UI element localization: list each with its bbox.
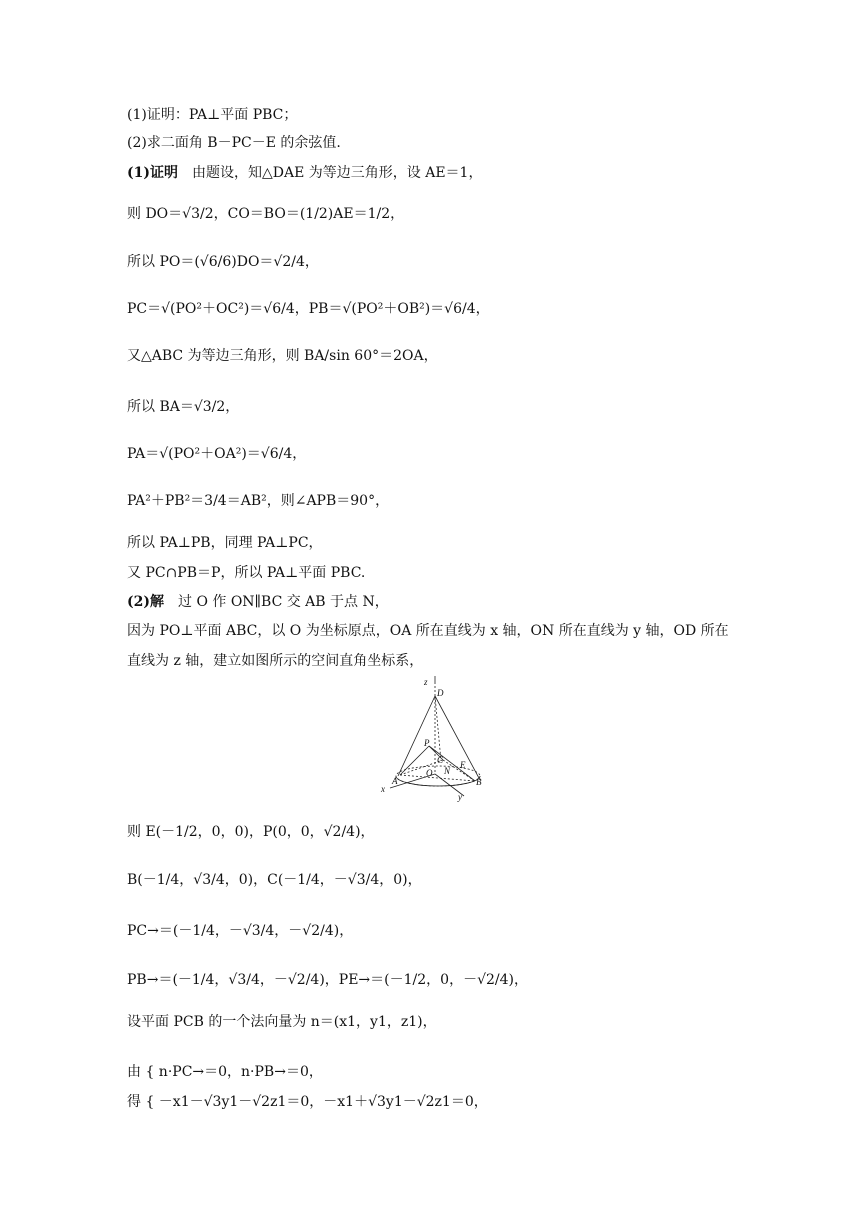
coordinate-setup: 因为 PO⊥平面 ABC，以 O 为坐标原点，OA 所在直线为 x 轴，ON 所在直线为 y 轴，OD 所在直线为 z 轴，建立如图所示的空间直角坐标系， (127, 623, 729, 669)
label-z: z (424, 677, 428, 687)
math-line-abc: 又△ABC 为等边三角形，则 BA/sin 60°＝2OA， (127, 348, 438, 364)
coords-b-c: B(－1/4，√3/4，0)，C(－1/4，－√3/4，0)， (127, 872, 422, 888)
question-2: (2)求二面角 B－PC－E 的余弦值. (127, 135, 341, 151)
solution-intro: (2)解 过 O 作 ON∥BC 交 AB 于点 N， (127, 594, 389, 610)
label-x: x (381, 784, 385, 794)
question-1: (1)证明：PA⊥平面 PBC； (127, 107, 298, 123)
vector-pc: PC→＝(－1/4，－√3/4，－√2/4)， (127, 923, 354, 939)
math-line-pa: PA＝√(PO²＋OA²)＝√6/4， (127, 446, 307, 462)
cone-figure (378, 676, 488, 802)
math-line-pc-pb: PC＝√(PO²＋OC²)＝√6/4，PB＝√(PO²＋OB²)＝√6/4， (127, 301, 490, 317)
label-e: E (460, 760, 466, 770)
math-line-pa2-pb2: PA²＋PB²＝3/4＝AB²，则∠APB＝90°， (127, 493, 390, 509)
math-line-perp: 所以 PA⊥PB，同理 PA⊥PC， (127, 535, 323, 551)
coords-e-p: 则 E(－1/2，0，0)，P(0，0，√2/4)， (127, 824, 375, 840)
math-line-do-co: 则 DO＝√3/2，CO＝BO＝(1/2)AE＝1/2， (127, 206, 405, 222)
label-d: D (437, 688, 444, 698)
proof-intro: (1)证明 由题设，知△DAE 为等边三角形，设 AE＝1， (127, 165, 483, 181)
normal-vector: 设平面 PCB 的一个法向量为 n＝(x1，y1，z1)， (127, 1014, 437, 1030)
label-o: O (426, 768, 433, 778)
math-line-ba: 所以 BA＝√3/2， (127, 399, 240, 415)
label-n: N (444, 766, 451, 776)
label-b: B (476, 777, 482, 787)
system-conditions: 由 { n·PC→＝0，n·PB→＝0， (127, 1064, 323, 1080)
vector-pb-pe: PB→＝(－1/4，√3/4，－√2/4)，PE→＝(－1/2，0，－√2/4)， (127, 972, 528, 988)
label-c: C (437, 755, 444, 765)
system-equations: 得 { －x1－√3y1－√2z1＝0，－x1＋√3y1－√2z1＝0， (127, 1094, 488, 1110)
label-y: y (458, 792, 462, 802)
math-line-po: 所以 PO＝(√6/6)DO＝√2/4， (127, 254, 319, 270)
label-a: A (392, 776, 398, 786)
label-p: P (424, 738, 430, 748)
math-line-conclusion: 又 PC∩PB＝P，所以 PA⊥平面 PBC. (127, 565, 366, 581)
